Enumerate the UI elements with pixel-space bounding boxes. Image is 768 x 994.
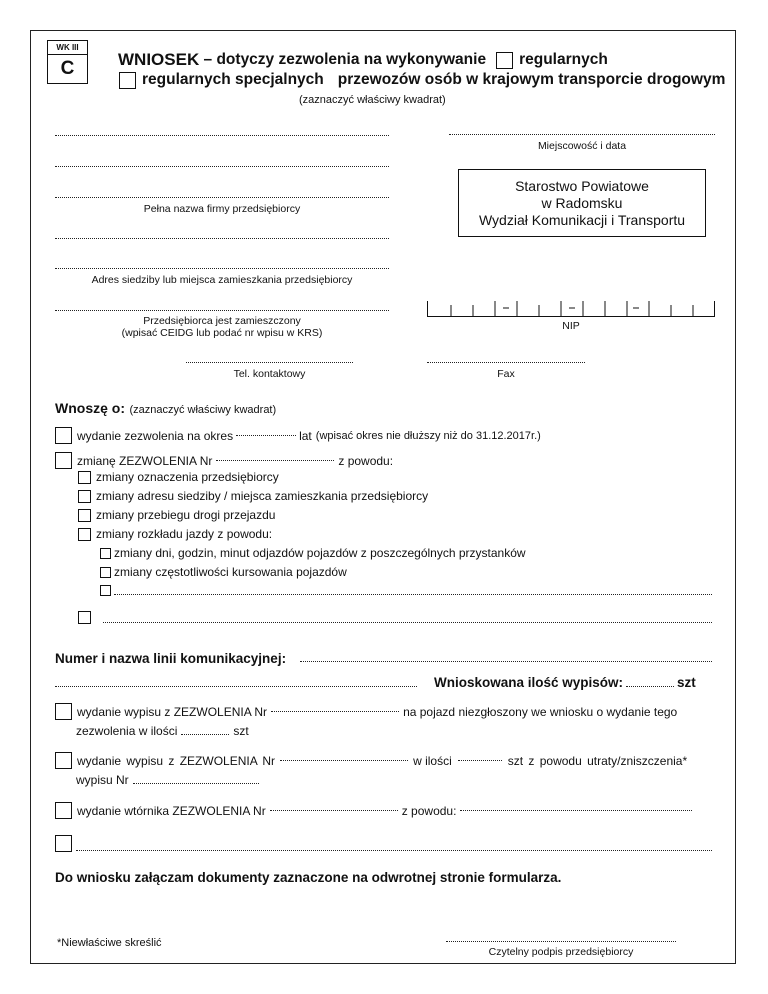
title-option-regular: regularnych — [519, 51, 608, 68]
extract-lost-qty-label: w ilości — [413, 753, 452, 768]
nip-cells[interactable] — [427, 301, 715, 317]
reason-address-label: zmiany adresu siedziby / miejsca zamieszkania przedsiębiorcy — [96, 489, 429, 503]
recipient-line-3: Wydział Komunikacji i Transportu — [478, 212, 686, 228]
extract-unreported-qty-field[interactable] — [181, 734, 229, 735]
registry-caption-1: Przedsiębiorca jest zamieszczony — [143, 315, 301, 327]
attachments-note: Do wniosku załączam dokumenty zaznaczone na odwrotnej stronie formularza. — [55, 870, 562, 885]
phone-line[interactable] — [186, 362, 353, 363]
title-line-1 — [118, 50, 608, 70]
request-hint: (zaznaczyć właściwy kwadrat) — [129, 404, 277, 416]
checkbox-extract-unreported[interactable] — [55, 703, 72, 720]
recipient-line-2: w Radomsku — [541, 195, 623, 211]
form-code-box — [47, 40, 88, 84]
change-permit-number-field[interactable] — [216, 460, 334, 461]
reason-address[interactable] — [78, 489, 428, 503]
checkbox-reason-address[interactable] — [78, 490, 91, 503]
extract-lost-reason: szt z powodu utraty/zniszczenia* — [507, 753, 688, 768]
signature-caption: Czytelny podpis przedsiębiorcy — [488, 946, 634, 958]
extract-unreported-qty-label: zezwolenia w ilości — [76, 724, 178, 738]
company-line-3[interactable] — [55, 197, 389, 198]
extract-lost-extract-label: wypisu Nr — [76, 773, 129, 787]
address-line-1[interactable] — [55, 238, 389, 239]
duplicate-number-field[interactable] — [270, 810, 398, 811]
reason-owner-designation[interactable] — [78, 470, 279, 484]
reason-timetable[interactable] — [78, 527, 272, 541]
place-date-caption: Miejscowość i data — [537, 140, 627, 152]
option-issue-permit[interactable] — [55, 427, 541, 444]
recipient-box — [458, 169, 706, 237]
checkbox-other[interactable] — [55, 835, 72, 852]
subreason-frequency-label: zmiany częstotliwości kursowania pojazdów — [114, 565, 347, 579]
company-line-2[interactable] — [55, 166, 389, 167]
checkbox-duplicate[interactable] — [55, 802, 72, 819]
checkbox-subreason-frequency[interactable] — [100, 567, 111, 578]
registry-line[interactable] — [55, 310, 389, 311]
request-heading: Wnoszę o: — [55, 400, 125, 416]
company-line-1[interactable] — [55, 135, 389, 136]
recipient-line-1: Starostwo Powiatowe — [515, 178, 649, 194]
option-extract-unreported[interactable] — [55, 703, 677, 720]
phone-caption: Tel. kontaktowy — [233, 368, 306, 380]
extract-unreported-qty-unit: szt — [233, 724, 249, 738]
change-permit-label: zmianę ZEZWOLENIA Nr — [77, 453, 213, 468]
copies-label: Wnioskowana ilość wypisów: — [434, 675, 624, 690]
extract-unreported-label: wydanie wypisu z ZEZWOLENIA Nr — [77, 704, 268, 719]
signature-line[interactable] — [446, 941, 676, 942]
option-other[interactable] — [55, 835, 77, 852]
extract-lost-qty-field[interactable] — [458, 760, 502, 761]
issue-years-field[interactable] — [236, 435, 296, 436]
line-label: Numer i nazwa linii komunikacyjnej: — [55, 651, 287, 666]
checkbox-reason-designation[interactable] — [78, 471, 91, 484]
extract-lost-label: wydanie wypisu z ZEZWOLENIA Nr — [77, 753, 276, 768]
request-heading-row — [55, 400, 276, 418]
checkbox-subreason-other[interactable] — [100, 585, 111, 596]
reason-other-field[interactable] — [103, 622, 712, 623]
address-line-2[interactable] — [55, 268, 389, 269]
checkbox-extract-lost[interactable] — [55, 752, 72, 769]
issue-permit-note: (wpisać okres nie dłuższy niż do 31.12.2017r.) — [315, 429, 541, 442]
issue-years-unit: lat — [299, 428, 312, 443]
checkbox-special-regular[interactable] — [119, 72, 136, 89]
checkbox-reason-other[interactable] — [78, 611, 91, 624]
form-code-letter: C — [60, 58, 75, 79]
nip-cells-graphic — [427, 301, 715, 317]
checkbox-issue-permit[interactable] — [55, 427, 72, 444]
title-option-special: regularnych specjalnych — [142, 71, 324, 88]
extract-lost-line2 — [76, 773, 259, 787]
other-field[interactable] — [76, 850, 712, 851]
extract-unreported-desc: na pojazd niezgłoszony we wniosku o wydanie tego — [403, 704, 678, 719]
copies-field[interactable] — [626, 686, 674, 687]
change-permit-reason: z powodu: — [338, 453, 394, 468]
duplicate-reason-label: z powodu: — [401, 803, 457, 818]
subreason-departures-label: zmiany dni, godzin, minut odjazdów pojazdów z poszczególnych przystanków — [114, 546, 526, 560]
title-line-2 — [119, 71, 725, 89]
subreason-departures[interactable] — [100, 546, 526, 560]
title-dash: – — [199, 51, 217, 68]
checkbox-reason-timetable[interactable] — [78, 528, 91, 541]
option-extract-lost[interactable] — [55, 752, 687, 769]
nip-caption: NIP — [562, 320, 580, 332]
subreason-other-field[interactable] — [114, 594, 712, 595]
copies-row — [434, 675, 696, 690]
fax-caption: Fax — [497, 368, 515, 380]
reason-other[interactable] — [78, 611, 96, 624]
extract-unreported-line2 — [76, 724, 249, 738]
title-main: WNIOSEK — [118, 50, 200, 69]
checkbox-reason-route[interactable] — [78, 509, 91, 522]
option-duplicate[interactable] — [55, 802, 692, 819]
company-name-caption: Pełna nazwa firmy przedsiębiorcy — [143, 203, 301, 215]
address-caption: Adres siedziby lub miejsca zamieszkania przedsiębiorcy — [91, 274, 353, 286]
place-date-line[interactable] — [449, 134, 715, 135]
reason-route-label: zmiany przebiegu drogi przejazdu — [96, 508, 276, 522]
subreason-frequency[interactable] — [100, 565, 347, 579]
reason-route[interactable] — [78, 508, 275, 522]
title-hint: (zaznaczyć właściwy kwadrat) — [299, 94, 446, 106]
reason-timetable-label: zmiany rozkładu jazdy z powodu: — [96, 527, 273, 541]
copies-unit: szt — [677, 675, 696, 690]
issue-permit-label: wydanie zezwolenia na okres — [77, 428, 234, 443]
reason-designation-label: zmiany oznaczenia przedsiębiorcy — [96, 470, 279, 484]
fax-line[interactable] — [427, 362, 585, 363]
extract-lost-number-field[interactable] — [280, 760, 408, 761]
option-change-permit[interactable] — [55, 452, 393, 469]
duplicate-label: wydanie wtórnika ZEZWOLENIA Nr — [77, 803, 266, 818]
extract-lost-extract-field[interactable] — [133, 783, 259, 784]
duplicate-reason-field[interactable] — [460, 810, 692, 811]
checkbox-regular[interactable] — [496, 52, 513, 69]
line-field-1[interactable] — [300, 661, 712, 662]
checkbox-subreason-departures[interactable] — [100, 548, 111, 559]
registry-caption-2: (wpisać CEIDG lub podać nr wpisu w KRS) — [121, 327, 323, 339]
title-line1: dotyczy zezwolenia na wykonywanie — [216, 51, 487, 68]
title-line2: przewozów osób w krajowym transporcie drogowym — [337, 71, 726, 88]
extract-unreported-number-field[interactable] — [271, 711, 399, 712]
subreason-other[interactable] — [100, 585, 114, 596]
form-code-top: WK III — [48, 41, 87, 55]
checkbox-change-permit[interactable] — [55, 452, 72, 469]
line-field-2[interactable] — [55, 686, 417, 687]
footnote: *Niewłaściwe skreślić — [57, 937, 162, 949]
